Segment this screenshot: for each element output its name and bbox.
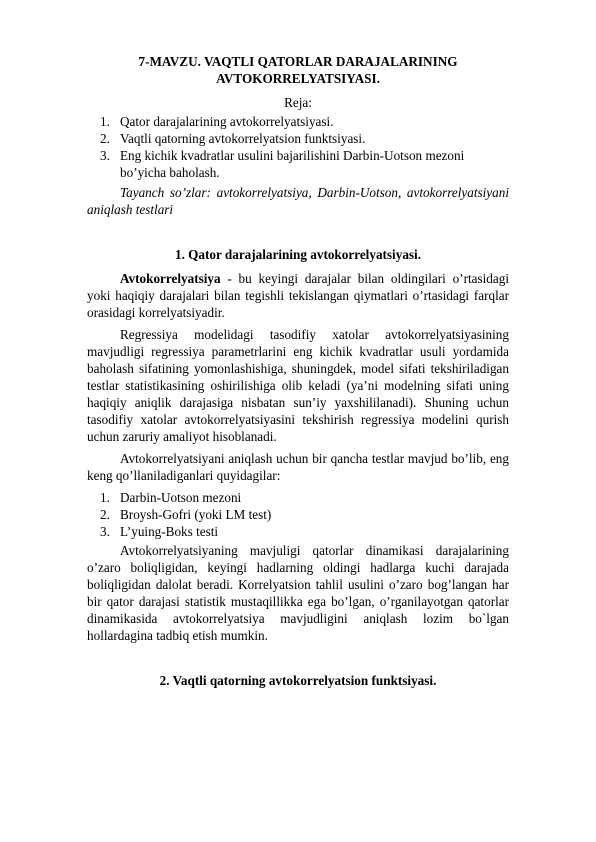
plan-item-number: 2. xyxy=(100,131,110,146)
test-item-text: L’yuing-Boks testi xyxy=(120,524,219,539)
keywords-line: Tayanch so’zlar: avtokorrelyatsiya, Darbin-Uotson, avtokorrelyatsiyani aniqlash testlari xyxy=(87,185,509,217)
section-2-title: 2. Vaqtli qatorning avtokorrelyatsion funktsiyasi. xyxy=(159,673,437,688)
plan-item-text: Eng kichik kvadratlar usulini bajarilishini Darbin-Uotson mezoni bo’yicha baholash. xyxy=(120,148,465,180)
test-item xyxy=(87,523,509,540)
plan-list xyxy=(87,113,509,181)
plan-item-number: 3. xyxy=(100,148,110,163)
test-item-text: Broysh-Gofri (yoki LM test) xyxy=(120,507,272,522)
paragraph-4: Avtokorrelyatsiyaning mavjuligi qatorlar dinamikasi darajalarining o’zaro boliqligidan, keyingi hadlarning oldingi hadlarga kuchi darajada boliqligidan dalolat beradi. Korrelyatsion tahlil usulini o’zaro bog’langan har bir qator darajasi statistik mustaqillikka ega bo’lgan, o’rganilayotgan qatorlar dinamikasida avtokorrelyatsiya mavjudligini aniqlash lozim bo`lgan hollardagina tadbiq etish mumkin. xyxy=(87,543,509,643)
plan-item-text: Vaqtli qatorning avtokorrelyatsion funktsiyasi. xyxy=(120,131,366,146)
paragraph-1-text: - bu keyingi darajalar bilan oldingilari o’rtasidagi yoki haqiqiy darajalari bilan tegishli tekislangan qiymatlari o’rtasidagi farqlar orasidagi korrelyatsiyadir. xyxy=(87,271,509,320)
test-item-number: 1. xyxy=(100,490,110,505)
paragraph-1 xyxy=(87,270,509,321)
plan-item-number: 1. xyxy=(100,114,110,129)
plan-item xyxy=(87,113,509,130)
test-item-text: Darbin-Uotson mezoni xyxy=(120,490,242,505)
term-bold: Avtokorrelyatsiya xyxy=(120,271,221,286)
tests-list xyxy=(87,489,509,540)
document-title xyxy=(87,54,509,87)
plan-label: Reja: xyxy=(284,95,312,110)
title-line-2: AVTOKORRELYATSIYASI. xyxy=(216,70,380,86)
spacer xyxy=(87,644,509,672)
section-1-title: 1. Qator darajalarining avtokorrelyatsiyasi. xyxy=(174,247,422,262)
plan-item-text: Qator darajalarining avtokorrelyatsiyasi. xyxy=(120,114,334,129)
test-item-number: 3. xyxy=(100,524,110,539)
test-item-number: 2. xyxy=(100,507,110,522)
test-item xyxy=(87,506,509,523)
document-page xyxy=(87,54,509,696)
paragraph-2: Regressiya modelidagi tasodifiy xatolar avtokorrelyatsiyasining mavjudligi regressiya parametrlarini eng kichik kvadratlar usuli yordamida baholash sifatining yomonlashishiga, shuningdek, model sifati tekshiriladigan testlar statistikasining oshirilishiga olib keladi (ya’ni modelning sifati uning haqiqiy aniqlik darajasiga nisbatan sun’iy yaxshililanadi). Shuning uchun tasodifiy xatolar avtokorrelyatsiyasini tekshirish regressiya modelini qurish uchun zaruriy amaliyot hisoblanadi. xyxy=(87,327,509,444)
plan-item xyxy=(87,130,509,147)
title-line-1: 7-MAVZU. VAQTLI QATORLAR DARAJALARINING xyxy=(138,54,458,69)
test-item xyxy=(87,489,509,506)
paragraph-3: Avtokorrelyatsiyani aniqlash uchun bir qancha testlar mavjud bo’lib, eng keng qo’llaniladiganlari quyidagilar: xyxy=(87,451,509,483)
spacer xyxy=(87,218,509,246)
plan-item xyxy=(87,147,509,181)
